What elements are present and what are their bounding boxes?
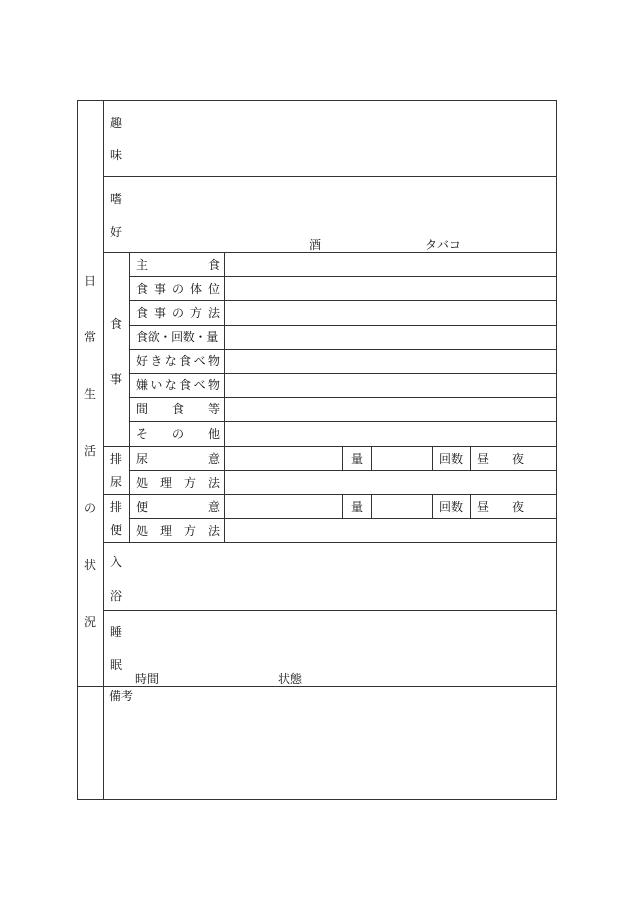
label-char: 法 xyxy=(207,306,220,320)
hobby-label-char: 味 xyxy=(110,148,123,162)
label-char: 体 xyxy=(189,282,202,296)
remarks-label: 備考 xyxy=(109,689,134,703)
label-char: 方 xyxy=(189,306,202,320)
label-char: 食 xyxy=(171,402,184,416)
label-char: 方 xyxy=(183,476,196,490)
border-bottom xyxy=(77,799,557,800)
sleep-label-char: 睡 xyxy=(110,625,123,639)
label-char: 他 xyxy=(207,427,220,441)
tobacco-label: タバコ xyxy=(425,238,461,252)
urine-group-char: 尿 xyxy=(110,475,123,489)
meal-item-appetite: 食欲・回数・量 xyxy=(136,330,218,344)
bath-field[interactable] xyxy=(130,543,556,610)
side-title-char: の xyxy=(84,501,97,515)
stool-divider xyxy=(470,494,471,519)
urine-divider xyxy=(432,446,433,471)
bath-label-char: 浴 xyxy=(110,589,123,603)
urine-amount-field[interactable] xyxy=(372,447,432,470)
border-right xyxy=(556,100,557,800)
stool-count-label: 回数 xyxy=(439,500,464,514)
bath-label-char: 入 xyxy=(110,555,123,569)
preference-label-char: 嗜 xyxy=(110,192,123,206)
label-char: 食 xyxy=(207,258,220,272)
label-char: 位 xyxy=(207,282,220,296)
meal-group-char: 食 xyxy=(110,317,123,331)
stool-day-label: 昼 xyxy=(477,500,490,514)
label-char: い xyxy=(150,378,163,392)
urine-amount-label: 量 xyxy=(351,452,364,466)
label-char: な xyxy=(164,354,177,368)
label-char: の xyxy=(171,282,184,296)
side-title-char: 生 xyxy=(84,387,97,401)
sake-label: 酒 xyxy=(309,238,322,252)
label-char: 処 xyxy=(136,524,149,538)
label-char: の xyxy=(171,427,184,441)
preference-label-char: 好 xyxy=(110,225,123,239)
label-char: 処 xyxy=(136,476,149,490)
meal-other-field[interactable] xyxy=(225,422,556,446)
meal-item-likes xyxy=(136,354,220,368)
label-char: 意 xyxy=(207,500,220,514)
sleep-label-char: 眠 xyxy=(110,658,123,672)
label-char: 嫌 xyxy=(136,378,149,392)
stool-group-char: 排 xyxy=(110,500,123,514)
label-char: 理 xyxy=(159,476,172,490)
meal-item-method xyxy=(136,306,220,320)
hobby-field[interactable] xyxy=(130,101,556,176)
stool-night-label: 夜 xyxy=(512,500,525,514)
label-char: 事 xyxy=(153,282,166,296)
stool-method-field[interactable] xyxy=(225,519,556,542)
meal-method-field[interactable] xyxy=(225,301,556,325)
stool-urge-label xyxy=(136,500,220,514)
stool-divider xyxy=(342,494,343,519)
label-char: 理 xyxy=(159,524,172,538)
urine-urge-field[interactable] xyxy=(225,447,342,470)
urine-urge-label xyxy=(136,452,220,466)
stool-urge-field[interactable] xyxy=(225,495,342,518)
side-title-char: 常 xyxy=(84,330,97,344)
urine-night-label: 夜 xyxy=(512,452,525,466)
hobby-label-char: 趣 xyxy=(110,116,123,130)
meal-likes-field[interactable] xyxy=(225,350,556,373)
preference-field[interactable] xyxy=(130,177,556,252)
label-char: 食 xyxy=(179,354,192,368)
label-char: 物 xyxy=(207,354,220,368)
label-char: 好 xyxy=(136,354,149,368)
side-title-char: 状 xyxy=(84,558,97,572)
stool-amount-label: 量 xyxy=(351,500,364,514)
label-char: 法 xyxy=(207,524,220,538)
stool-group-char: 便 xyxy=(110,523,123,537)
side-title-char: 活 xyxy=(84,444,97,458)
urine-group-char: 排 xyxy=(110,452,123,466)
urine-divider xyxy=(470,446,471,471)
border-left xyxy=(77,100,78,800)
meal-item-dislikes xyxy=(136,378,220,392)
meal-item-snacks xyxy=(136,402,220,416)
urine-count-label: 回数 xyxy=(439,452,464,466)
label-char: 主 xyxy=(136,258,149,272)
urine-method-label xyxy=(136,476,220,490)
meal-staple-field[interactable] xyxy=(225,253,556,276)
urine-divider xyxy=(342,446,343,471)
group-label-divider xyxy=(129,252,130,543)
sleep-time-label: 時間 xyxy=(135,672,160,686)
label-char: 食 xyxy=(136,306,149,320)
side-column-divider xyxy=(103,100,104,800)
remarks-field[interactable] xyxy=(104,704,556,798)
label-char: 法 xyxy=(207,476,220,490)
stool-amount-field[interactable] xyxy=(372,495,432,518)
label-char: 尿 xyxy=(136,452,149,466)
urine-method-field[interactable] xyxy=(225,471,556,494)
label-char: 食 xyxy=(136,282,149,296)
label-char: 意 xyxy=(207,452,220,466)
label-char: 食 xyxy=(179,378,192,392)
meal-appetite-field[interactable] xyxy=(225,326,556,349)
stool-divider xyxy=(432,494,433,519)
stool-method-label xyxy=(136,524,220,538)
label-char: そ xyxy=(136,427,149,441)
label-char: 便 xyxy=(136,500,149,514)
side-title-char: 況 xyxy=(84,615,97,629)
label-char: な xyxy=(164,378,177,392)
meal-item-staple xyxy=(136,258,220,272)
label-char: べ xyxy=(193,378,206,392)
label-char: き xyxy=(150,354,163,368)
label-char: 方 xyxy=(183,524,196,538)
meal-snacks-field[interactable] xyxy=(225,398,556,421)
sleep-state-label: 状態 xyxy=(278,672,303,686)
meal-item-posture xyxy=(136,282,220,296)
label-char: 等 xyxy=(207,402,220,416)
label-char: 間 xyxy=(136,402,149,416)
urine-day-label: 昼 xyxy=(477,452,490,466)
label-char: べ xyxy=(193,354,206,368)
line-sleep-end xyxy=(77,686,557,687)
meal-item-other xyxy=(136,427,220,441)
meal-group-char: 事 xyxy=(110,372,123,386)
sleep-field[interactable] xyxy=(130,611,556,686)
side-title-char: 日 xyxy=(84,274,97,288)
label-char: 事 xyxy=(153,306,166,320)
label-char: の xyxy=(171,306,184,320)
label-char: 物 xyxy=(207,378,220,392)
meal-dislikes-field[interactable] xyxy=(225,374,556,397)
meal-posture-field[interactable] xyxy=(225,277,556,300)
